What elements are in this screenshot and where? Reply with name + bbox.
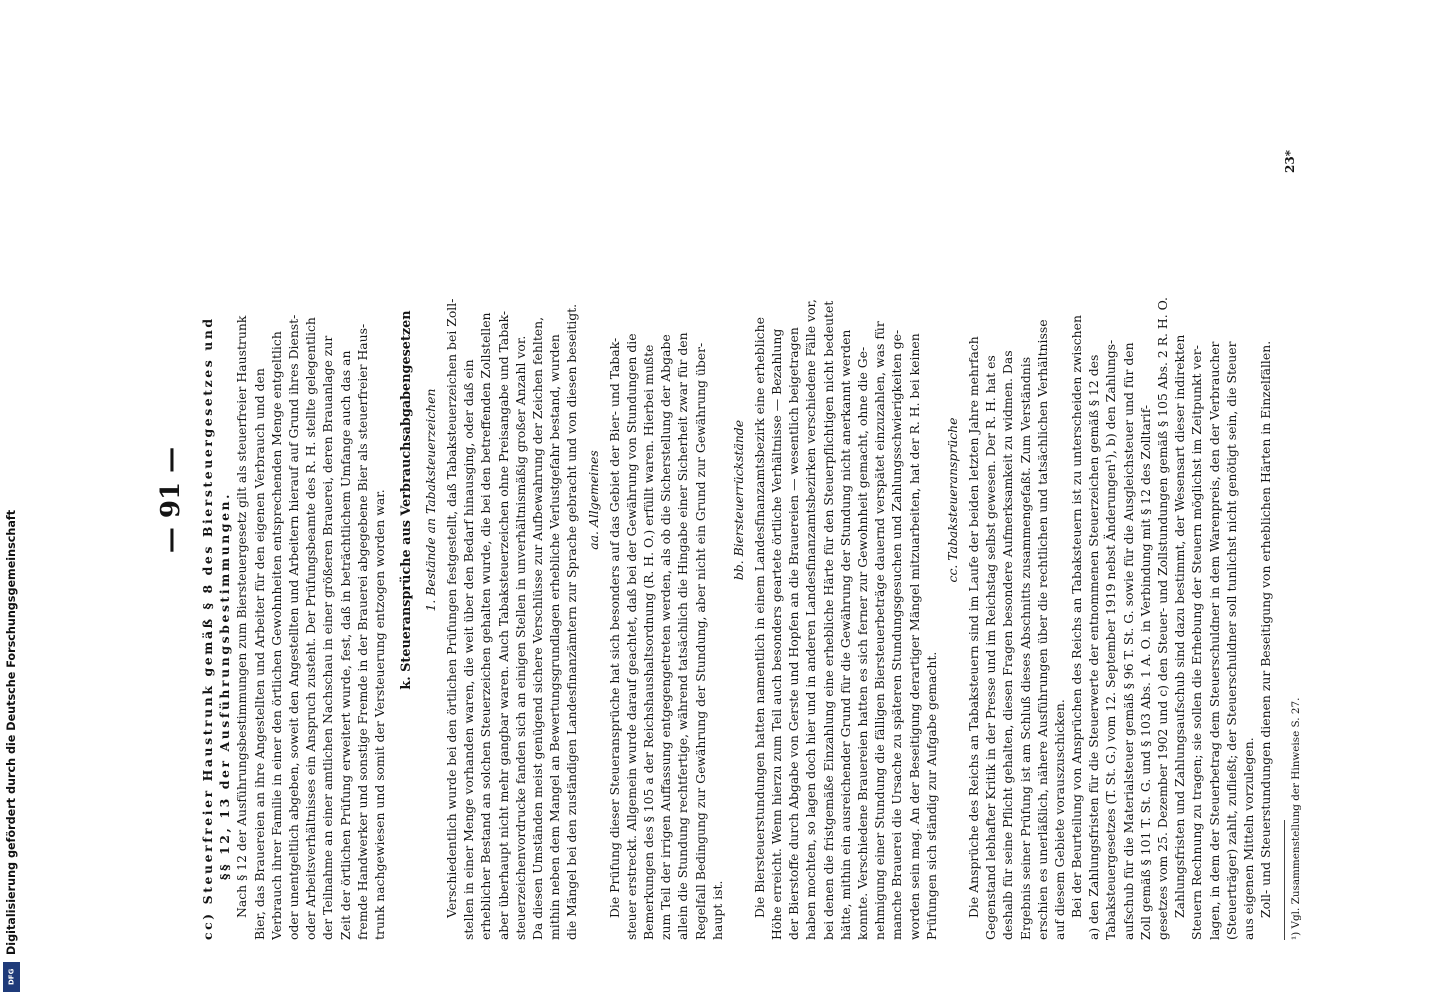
- text-line: gesetzes vom 25. Dezember 1902 und c) den Steuer- und Zollstundungen gemäß § 105 Abs. 2 R. H. O.: [1155, 297, 1170, 940]
- section-k1-body: [443, 60, 581, 940]
- text-line: (Steuerträger) zahlt, zufließt; der Steuerschuldner soll tunlichst nicht genötigt sein, die Steuer: [1223, 341, 1239, 940]
- text-line: nehmigung einer Stundung die fälligen Biersteuerbeträge dauernd verspätet einzuzahlen, was für: [872, 321, 888, 940]
- text-line: steuer erstreckt. Allgemein wurde darauf geachtet, daß bei der Gewährung von Stundungen die: [623, 333, 639, 940]
- text-line: oder Arbeitsverhältnisses ein Anspruch zusteht. Der Prüfungsbeamte des R. H. stellte gelegentlich: [303, 317, 319, 940]
- text-line: deshalb für seine Pflicht gehalten, diesen Fragen besondere Aufmerksamkeit zu widmen. Das: [1000, 350, 1016, 940]
- section-cc2-body: [965, 60, 1274, 940]
- text-line: Zoll gemäß § 101 T. St. G. und § 103 Abs. 1 A. O. in Verbindung mit § 12 des Zolltarif-: [1137, 404, 1153, 940]
- text-line: erheblicher Bestand an solchen Steuerzeichen gehalten wurde, die bei den betreffenden Zollstellen: [478, 312, 494, 940]
- text-line: Bemerkungen des § 105 a der Reichshaushaltsordnung (R. H. O.) erfüllt waren. Hierbei mußte: [640, 344, 656, 940]
- text-line: stellen in einer Menge vorhanden waren, die weit über den Bedarf hinausging, oder daß ein: [461, 359, 477, 940]
- text-line: auf diesem Gebiete vorauszuschicken.: [1051, 699, 1067, 940]
- text-line: haupt ist.: [709, 880, 725, 940]
- text-line: Zahlungsfristen und Zahlungsaufschub sind dazu bestimmt, der Wesensart dieser indirekten: [1172, 334, 1188, 918]
- text-line: manche Brauerei die Ursache zu späteren Stundungsgesuchen und Zahlungsschwierigkeiten ge-: [889, 329, 905, 940]
- footnote: ¹) Vgl. Zusammenstellung der Hinweise S. 27.: [1290, 697, 1303, 940]
- text-line: steuerzeichenvordrucke fanden sich an einigen Stellen in unverhältnismäßig großer Anzahl vor.: [512, 335, 528, 940]
- text-line: oder unentgeltlich abgeben, soweit den Angestellten und Arbeitern hierauf auf Grund ihres Dienst-: [285, 314, 301, 940]
- section-bb-heading: bb. Biersteuerrückstände: [730, 419, 746, 581]
- text-line: aufschub für die Materialsteuer gemäß § 96 T. St. G. sowie für die Ausgleichsteuer und für den: [1120, 342, 1136, 940]
- digitization-notice: Digitalisierung gefördert durch die Deutsche Forschungsgemeinschaft: [5, 509, 18, 955]
- text-line: Die Biersteuerstundungen hatten namentlich in einem Landesfinanzamtsbezirk eine erhebliche: [751, 317, 767, 918]
- section-cc-heading-line-1: cc) Steuerfreier Haustrunk gemäß § 8 des Biersteuergesetzes und: [200, 316, 215, 940]
- section-aa-body: [606, 60, 726, 940]
- text-line: Verbrauch ihrer Familie in einer den örtlichen Gewohnheiten entsprechenden Menge entgeltlich: [268, 331, 284, 940]
- text-line: a) den Zahlungsfristen für die Steuerwerte der entnommenen Steuerzeichen gemäß § 12 des: [1086, 354, 1102, 940]
- text-line: Zeit der örtlichen Prüfung erweitert wurde, fest, daß in beträchtlichem Umfange auch das an: [337, 350, 353, 940]
- text-line: der Teilnahme an einer amtlichen Nachschau in einer größeren Brauerei, deren Brauanlage zur: [320, 335, 336, 940]
- text-line: Bei der Beurteilung von Ansprüchen des Reichs an Tabaksteuern ist zu unterscheiden zwischen: [1069, 315, 1085, 918]
- text-line: Ergebnis seiner Prüfung ist am Schluß dieses Abschnitts zusammengefaßt. Zum Verständnis: [1017, 356, 1033, 940]
- text-line: der Bierstoffe durch Abgabe von Gerste und Hopfen an die Brauereien — wesentlich beigetragen: [786, 327, 802, 940]
- section-k-heading: k. Steueransprüche aus Verbrauchsabgabengesetzen: [399, 310, 415, 690]
- section-cc-heading-line-2: §§ 12, 13 der Ausführungsbestimmungen.: [217, 491, 233, 880]
- dfg-logo: DFG: [3, 962, 20, 992]
- text-line: erschien es unerläßlich, nähere Ausführungen über die rechtlichen und tatsächlichen Verhältnisse: [1034, 319, 1050, 940]
- section-aa-heading: aa. Allgemeines: [585, 450, 601, 550]
- text-line: aber überhaupt nicht mehr gangbar waren. Auch Tabaksteuerzeichen ohne Preisangabe und Tabak-: [495, 310, 511, 940]
- section-cc-body: [233, 60, 388, 940]
- text-line: konnte. Verschiedene Brauereien hatten es sich ferner zur Gewohnheit gemacht, ohne die Ge-: [855, 346, 870, 940]
- text-line: allein die Stundung rechtfertige, während tatsächlich die Hingabe einer Sicherheit zwar für den: [675, 332, 691, 940]
- text-line: bei denen die fristgemäße Einzahlung eine erhebliche Härte für den Steuerpflichtigen nicht bedeutet: [820, 300, 836, 940]
- text-line: zum Teil der irrigen Auffassung entgegengetreten werden, als ob die Sicherstellung der Abgabe: [658, 334, 674, 940]
- text-line: Höhe erreicht. Wenn hierzu zum Teil auch besonders geartete örtliche Verhältnisse — Bezahlung: [769, 328, 785, 940]
- scanned-page: [127, 0, 1307, 1000]
- text-line: worden sein mag. An der Beseitigung derartiger Mängel mitzuarbeiten, hat der R. H. bei keinen: [906, 333, 922, 940]
- text-line: die Mängel bei den zuständigen Landesfinanzämtern zur Sprache gebracht und von diesen beseitigt.: [564, 303, 580, 940]
- text-line: Gegenstand lebhafter Kritik in der Presse und im Reichstag selbst gewesen. Der R. H. hat es: [983, 355, 999, 940]
- text-line: Bier, das Brauereien an ihre Angestellten und Arbeiter für den eigenen Verbrauch und den: [251, 368, 267, 940]
- section-bb-body: [751, 60, 940, 940]
- footnote-rule: [1284, 820, 1285, 940]
- text-line: Verschiedentlich wurde bei den örtlichen Prüfungen festgestellt, daß Tabaksteuerzeichen bei Zoll-: [444, 298, 460, 918]
- text-line: Nach § 12 der Ausführungsbestimmungen zum Biersteuergesetz gilt als steuerfreier Haustrunk: [234, 315, 250, 918]
- text-line: lagen, in dem der Steuerbetrag dem Steuerschuldner in dem Warenpreis, den der Verbraucher: [1206, 341, 1222, 940]
- text-line: Zoll- und Steuerstundungen dienen zur Beseitigung von erheblichen Härten in Einzelfällen.: [1258, 340, 1274, 918]
- text-line: trunk nachgewiesen und somit der Versteuerung entzogen worden war.: [371, 489, 387, 940]
- text-line: haben mochten, so lagen doch hier und in anderen Landesfinanzamtsbezirken verschiedene Fälle vor,: [803, 299, 819, 940]
- digitization-margin: [0, 0, 26, 1000]
- text-line: fremde Handwerker und sonstige Fremde in der Brauerei abgegebene Bier als steuerfreier Haus-: [354, 323, 370, 940]
- text-line: aus eigenen Mitteln vorzulegen.: [1240, 737, 1256, 940]
- text-line: hätte, mithin ein ausreichender Grund für die Gewährung der Stundung nicht anerkannt werden: [837, 329, 853, 940]
- text-line: mithin neben dem Mangel an Bewertungsgrundlagen erhebliche Verlustgefahr bestand, wurden: [547, 334, 563, 940]
- text-line: Die Ansprüche des Reichs an Tabaksteuern sind im Laufe der beiden letzten Jahre mehrfach: [965, 336, 981, 918]
- text-line: Steuern Rechnung zu tragen; sie sollen die Erhebung der Steuern möglichst im Zeitpunkt ver-: [1189, 345, 1205, 940]
- text-line: Da diesen Umständen meist genügend sichere Verschlüsse zur Aufbewahrung der Zeichen fehlten,: [530, 316, 545, 940]
- sheet-signature: 23*: [1283, 150, 1297, 173]
- text-line: Prüfungen sich ständig zur Aufgabe gemacht.: [923, 651, 939, 940]
- text-line: Die Prüfung dieser Steueransprüche hat sich besonders auf das Gebiet der Bier- und Tabak-: [606, 337, 622, 918]
- page-number: — 91 —: [156, 446, 186, 554]
- section-cc2-heading: cc. Tabaksteueransprüche: [944, 417, 960, 583]
- section-k1-heading: 1. Bestände an Tabaksteuerzeichen: [423, 388, 439, 612]
- text-line: Tabaksteuergesetzes (T. St. G.) vom 12. September 1919 nebst Änderungen¹), b) den Zahlungs-: [1103, 339, 1119, 940]
- text-line: Regelfall Bedingung zur Gewährung der Stundung, aber nicht ein Grund zur Gewährung über-: [692, 342, 708, 940]
